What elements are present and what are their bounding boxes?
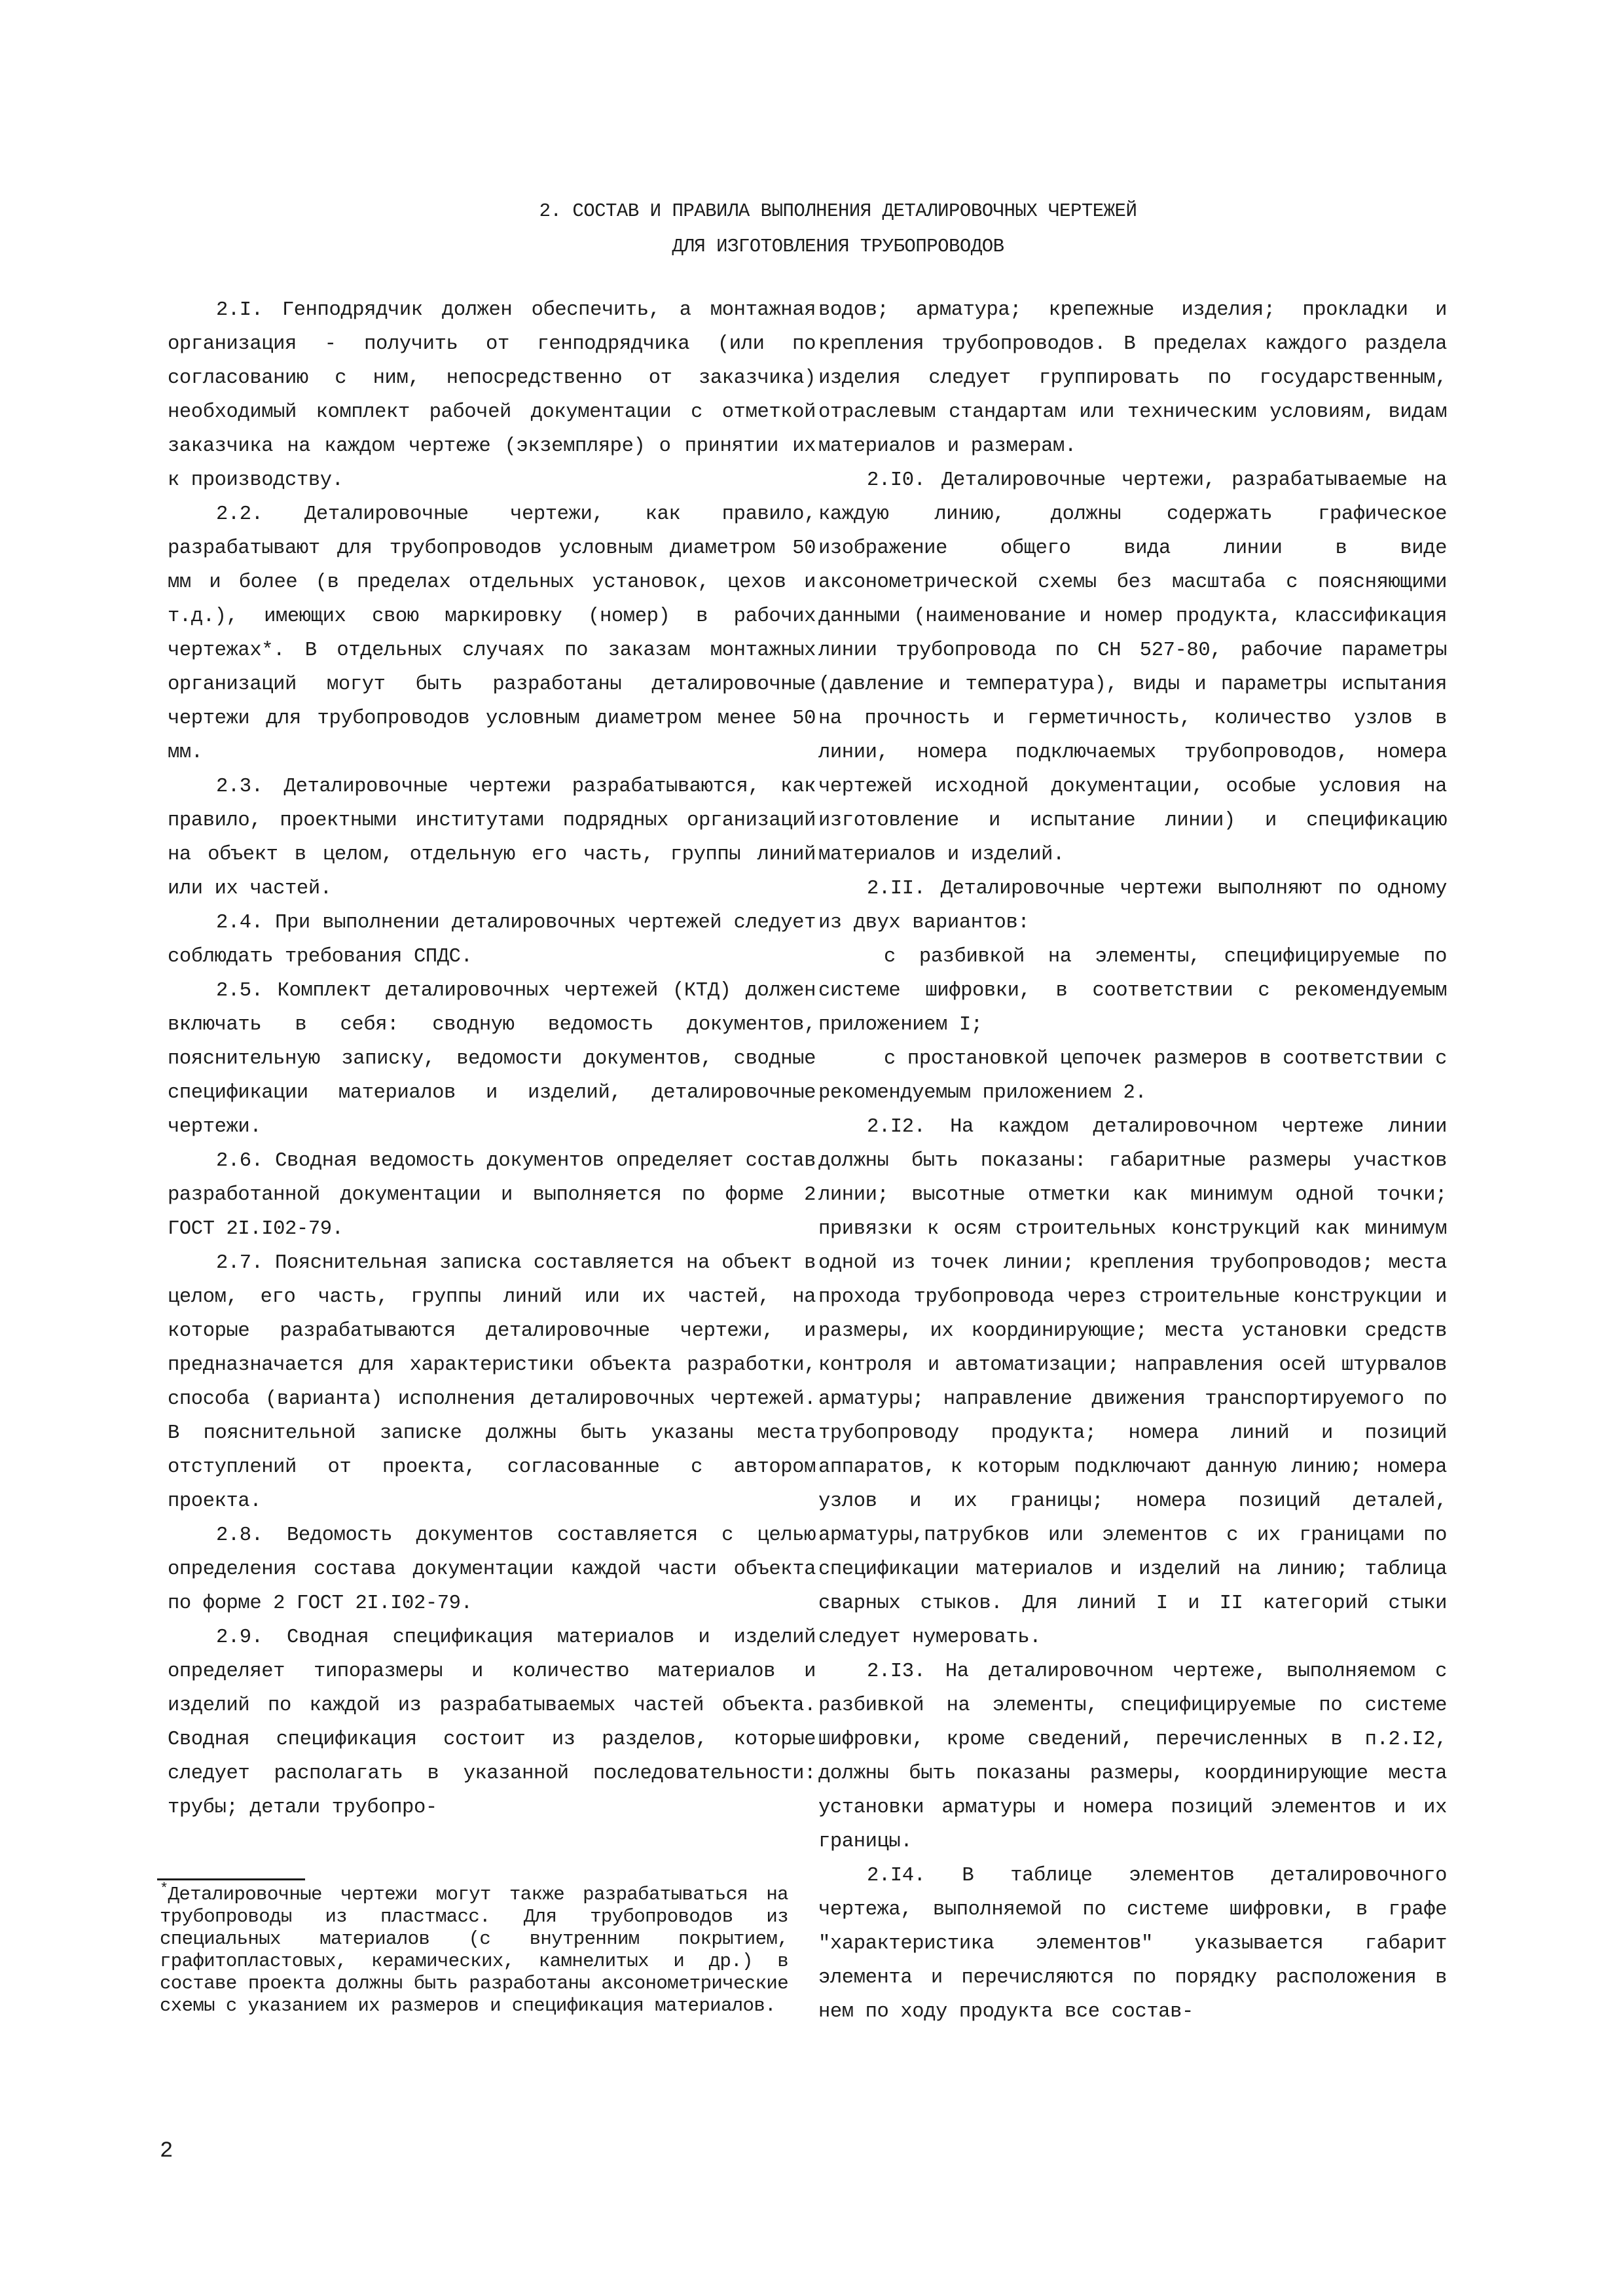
section-heading-line-2: ДЛЯ ИЗГОТОВЛЕНИЯ ТРУБОПРОВОДОВ xyxy=(672,236,1004,257)
paragraph-2-6: 2.6. Сводная ведомость документов определяет состав разработанной документации и выполняется по форме 2 ГОСТ 2I.I02-79. xyxy=(168,1150,816,1240)
paragraph-2-7: 2.7. Пояснительная записка составляется на объект в целом, его часть, группы линий или их частей, на которые разрабатываются деталировочные чертежи, и предназначается для характеристики объекта разработки, способа (варианта) исполнения деталировочных чертежей. В пояснительной записке должны быть указаны места отступлений от проекта, согласованные с автором проекта. xyxy=(168,1252,816,1513)
paragraph-2-9-continued: водов; арматура; крепежные изделия; прокладки и крепления трубопроводов. В пределах каждого раздела изделия следует группировать по государственным, отраслевым стандартам или техническим условиям, видам материалов и размерам. xyxy=(818,299,1447,457)
paragraph-2-2: 2.2. Деталировочные чертежи, как правило, разрабатывают для трубопроводов условным диаметром 50 мм и более (в пределах отдельных установок, цехов и т.д.), имеющих свою маркировку (номер) в рабочих чертежах*. В отдельных случаях по заказам монтажных организаций могут быть разработаны деталировочные чертежи для трубопроводов условным диаметром менее 50 мм. xyxy=(168,503,816,764)
paragraph-2-11-variant-2: с простановкой цепочек размеров в соответствии с рекомендуемым приложением 2. xyxy=(818,1048,1447,1104)
right-column xyxy=(818,293,1447,2029)
paragraph-2-11: 2.II. Деталировочные чертежи выполняют по одному из двух вариантов: xyxy=(818,878,1447,934)
paragraph-2-8: 2.8. Ведомость документов составляется с целью определения состава документации каждой части объекта по форме 2 ГОСТ 2I.I02-79. xyxy=(168,1524,816,1615)
left-column xyxy=(168,293,816,1825)
footnote xyxy=(160,1880,788,2017)
footnote-divider xyxy=(157,1878,305,1880)
paragraph-2-4: 2.4. При выполнении деталировочных чертежей следует соблюдать требования СПДС. xyxy=(168,912,816,968)
paragraph-2-10: 2.I0. Деталировочные чертежи, разрабатываемые на каждую линию, должны содержать графическое изображение общего вида линии в виде аксонометрической схемы без масштаба с поясняющими данными (наименование и номер продукта, классификация линии трубопровода по СН 527-80, рабочие параметры (давление и температура), виды и параметры испытания на прочность и герметичность, количество узлов в линии, номера подключаемых трубопроводов, номера чертежей исходной документации, особые условия на изготовление и испытание линии) и спецификацию материалов и изделий. xyxy=(818,469,1447,866)
paragraph-2-9: 2.9. Сводная спецификация материалов и изделий определяет типоразмеры и количество материалов и изделий по каждой из разрабатываемых частей объекта. Сводная спецификация состоит из разделов, которые следует располагать в указанной последовательности: трубы; детали трубопро- xyxy=(168,1626,816,1819)
paragraph-2-1: 2.I. Генподрядчик должен обеспечить, а монтажная организация - получить от генподрядчика (или по согласованию с ним, непосредственно от заказчика) необходимый комплект рабочей документации с отметкой заказчика на каждом чертеже (экземпляре) о принятии их к производству. xyxy=(168,299,816,492)
paragraph-2-5: 2.5. Комплект деталировочных чертежей (КТД) должен включать в себя: сводную ведомость документов, пояснительную записку, ведомости документов, сводные спецификации материалов и изделий, деталировочные чертежи. xyxy=(168,980,816,1138)
paragraph-2-11-variant-1: с разбивкой на элементы, специфицируемые по системе шифровки, в соответствии с рекомендуемым приложением I; xyxy=(818,946,1447,1036)
footnote-marker: * xyxy=(160,1880,168,1897)
section-heading xyxy=(367,194,1309,264)
section-heading-line-1: 2. СОСТАВ И ПРАВИЛА ВЫПОЛНЕНИЯ ДЕТАЛИРОВОЧНЫХ ЧЕРТЕЖЕЙ xyxy=(539,200,1137,222)
footnote-text: Деталировочные чертежи могут также разрабатываться на трубопроводы из пластмасс. Для трубопроводов из специальных материалов (с внутренним покрытием, графитопластовых, керамических, камнелитых и др.) в составе проекта должны быть разработаны аксонометрические схемы с указанием их размеров и спецификация материалов. xyxy=(160,1884,788,2017)
paragraph-2-14: 2.I4. В таблице элементов деталировочного чертежа, выполняемой по системе шифровки, в графе "характеристика элементов" указывается габарит элемента и перечисляются по порядку расположения в нем по ходу продукта все состав- xyxy=(818,1865,1447,2023)
page-number: 2 xyxy=(160,2139,173,2164)
paragraph-2-12: 2.I2. На каждом деталировочном чертеже линии должны быть показаны: габаритные размеры участков линии; высотные отметки как минимум одной точки; привязки к осям строительных конструкций как минимум одной из точек линии; крепления трубопроводов; места прохода трубопровода через строительные конструкции и размеры, их координирующие; места установки средств контроля и автоматизации; направления осей штурвалов арматуры; направление движения транспортируемого по трубопроводу продукта; номера линий и позиций аппаратов, к которым подключают данную линию; номера узлов и их границы; номера позиций деталей, арматуры,патрубков или элементов с их границами по спецификации материалов и изделий на линию; таблица сварных стыков. Для линий I и II категорий стыки следует нумеровать. xyxy=(818,1116,1447,1649)
paragraph-2-3: 2.3. Деталировочные чертежи разрабатываются, как правило, проектными институтами подрядных организаций на объект в целом, отдельную его часть, группы линий или их частей. xyxy=(168,776,816,900)
paragraph-2-13: 2.I3. На деталировочном чертеже, выполняемом с разбивкой на элементы, специфицируемые по системе шифровки, кроме сведений, перечисленных в п.2.I2, должны быть показаны размеры, координирующие места установки арматуры и номера позиций элементов и их границы. xyxy=(818,1660,1447,1853)
